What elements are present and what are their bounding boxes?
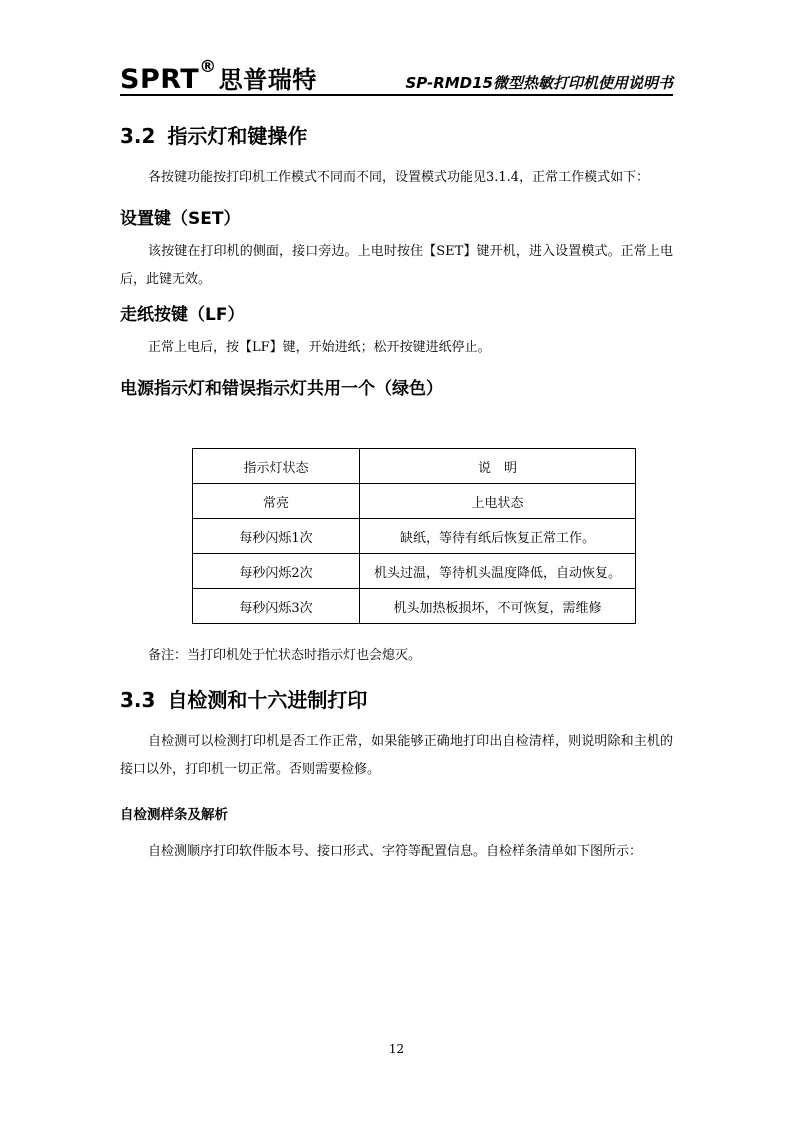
led-status-table	[192, 448, 636, 624]
table-cell: 常亮	[193, 484, 360, 519]
set-key-text: 该按键在打印机的侧面，接口旁边。上电时按住【SET】键开机，进入设置模式。正常上电后，此键无效。	[120, 244, 673, 287]
table-cell: 上电状态	[360, 484, 636, 519]
brand-name: SPRT	[120, 64, 200, 95]
table-row	[193, 519, 636, 554]
section-title: 指示灯和键操作	[167, 124, 308, 148]
section-3-3-text: 自检测可以检测打印机是否工作正常，如果能够正确地打印出自检清样，则说明除和主机的接口以外，打印机一切正常。否则需要检修。	[120, 734, 673, 777]
table-cell: 每秒闪烁1次	[193, 519, 360, 554]
table-header-cell: 说 明	[360, 449, 636, 484]
page-header	[120, 58, 673, 96]
section-number: 3.2	[120, 124, 156, 148]
self-test-text: 自检测顺序打印软件版本号、接口形式、字符等配置信息。自检样条清单如下图所示：	[148, 844, 643, 859]
brand-logo	[120, 57, 317, 95]
table-cell: 缺纸，等待有纸后恢复正常工作。	[360, 519, 636, 554]
table-row	[193, 589, 636, 624]
led-note: 备注：当打印机处于忙状态时指示灯也会熄灭。	[148, 648, 422, 663]
table-cell: 每秒闪烁3次	[193, 589, 360, 624]
section-title: 自检测和十六进制打印	[167, 688, 368, 712]
led-heading: 电源指示灯和错误指示灯共用一个（绿色）	[120, 379, 443, 399]
lf-key-heading: 走纸按键（LF）	[120, 305, 245, 325]
table-row	[193, 484, 636, 519]
table-row	[193, 554, 636, 589]
table-header-row	[193, 449, 636, 484]
section-3-2-heading	[120, 120, 307, 149]
section-3-2-intro: 各按键功能按打印机工作模式不同而不同，设置模式功能见3.1.4，正常工作模式如下：	[148, 170, 650, 185]
section-3-3-heading	[120, 684, 367, 713]
lf-key-text: 正常上电后，按【LF】键，开始进纸；松开按键进纸停止。	[148, 340, 491, 355]
document-title: SP-RMD15微型热敏打印机使用说明书	[405, 74, 673, 92]
table-cell: 机头过温，等待机头温度降低，自动恢复。	[360, 554, 636, 589]
table-header-cell: 指示灯状态	[193, 449, 360, 484]
brand-name-cn: 思普瑞特	[218, 66, 317, 94]
self-test-heading: 自检测样条及解析	[120, 807, 228, 823]
section-number: 3.3	[120, 688, 156, 712]
page-number: 12	[388, 1042, 405, 1056]
set-key-heading: 设置键（SET）	[120, 209, 241, 229]
table-cell: 机头加热板损坏，不可恢复，需维修	[360, 589, 636, 624]
registered-mark: ®	[199, 57, 217, 77]
table-cell: 每秒闪烁2次	[193, 554, 360, 589]
